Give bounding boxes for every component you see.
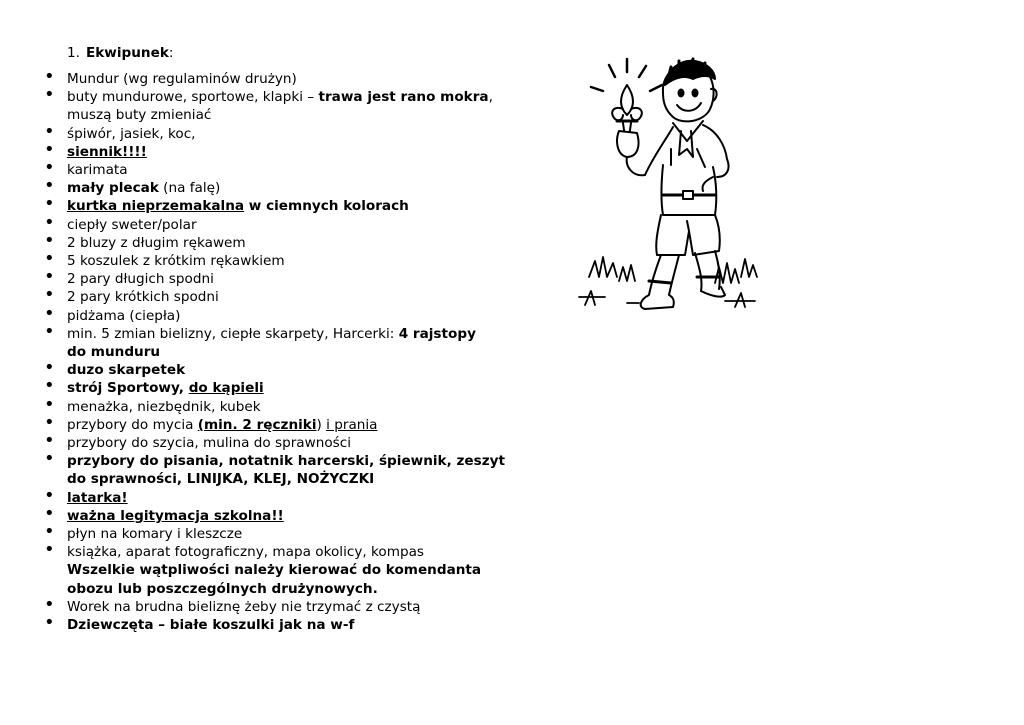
- section-colon: :: [168, 45, 174, 61]
- item-text-bold: mały plecak: [67, 180, 159, 197]
- shorts: [656, 215, 720, 255]
- bullet-icon: •: [44, 157, 55, 179]
- item-text-line2: Wszelkie wątpliwości należy kierować do komendanta: [67, 562, 482, 579]
- bullet-icon: •: [44, 120, 55, 142]
- list-item: [44, 593, 514, 616]
- item-text-bold: w ciemnych kolorach: [244, 198, 409, 215]
- item-text-bold: kurtka nieprzemakalna: [67, 198, 245, 215]
- bullet-icon: •: [44, 430, 55, 452]
- bullet-icon: •: [44, 502, 55, 524]
- item-text-bold: do kąpieli: [188, 380, 264, 397]
- list-item: [44, 375, 514, 397]
- item-text-bold: Dziewczęta – białe koszulki jak na w-f: [67, 617, 355, 634]
- bullet-icon: •: [44, 248, 55, 270]
- list-item: [44, 484, 514, 507]
- bullet-icon: •: [44, 66, 55, 87]
- bullet-icon: •: [44, 284, 55, 306]
- item-text-bold: 4 rajstopy: [398, 325, 476, 342]
- list-item: [44, 502, 514, 525]
- item-text: Mundur (wg regulaminów drużyn): [67, 71, 297, 87]
- list-item: [44, 539, 514, 598]
- item-text: Worek na brudna bieliznę żeby nie trzymać z czystą: [67, 598, 421, 615]
- section-title: Ekwipunek: [85, 45, 169, 61]
- item-text-bold: strój Sportowy,: [67, 380, 189, 397]
- item-text-line2: muszą buty zmieniać: [67, 107, 212, 124]
- list-item: [44, 448, 514, 488]
- list-item: [44, 266, 514, 288]
- item-text-bold: (min. 2 ręczniki: [197, 416, 317, 433]
- item-text: min. 5 zmian bielizny, ciepłe skarpety, Harcerki:: [67, 325, 399, 342]
- equipment-list: [44, 66, 514, 634]
- list-item: [44, 284, 514, 306]
- item-text: karimata: [67, 162, 128, 179]
- list-item: [44, 66, 514, 88]
- bullet-icon: •: [44, 612, 55, 634]
- list-item: [44, 193, 514, 215]
- bullet-icon: •: [44, 229, 55, 251]
- item-text-bold: siennik!!!!: [67, 143, 147, 160]
- section-heading: [67, 44, 173, 62]
- list-item: [44, 411, 514, 434]
- bullet-icon: •: [44, 521, 55, 543]
- item-text: i prania: [326, 416, 378, 433]
- item-text: płyn na komary i kleszcze: [67, 526, 243, 543]
- bullet-icon: •: [44, 320, 55, 342]
- item-text: ,: [488, 89, 493, 106]
- item-text-bold: duzo skarpetek: [67, 362, 186, 379]
- item-text: menażka, niezbędnik, kubek: [67, 398, 261, 415]
- list-item: [44, 430, 514, 452]
- bullet-icon: •: [44, 411, 55, 433]
- head: [663, 59, 717, 121]
- scout-boy-illustration: [575, 45, 760, 320]
- bullet-icon: •: [44, 539, 55, 561]
- item-text: ciepły sweter/polar: [67, 216, 197, 233]
- item-text: pidżama (ciepła): [67, 307, 181, 324]
- bullet-icon: •: [44, 393, 55, 415]
- item-text-line3: obozu lub poszczególnych drużynowych.: [67, 580, 378, 597]
- list-item: [44, 357, 514, 379]
- list-item: [44, 84, 514, 124]
- bullet-icon: •: [44, 84, 55, 106]
- bullet-icon: •: [44, 266, 55, 288]
- item-text-line2: do munduru: [67, 344, 161, 361]
- item-text-bold: trawa jest rano mokra: [318, 89, 489, 106]
- item-text: (na falę): [158, 180, 221, 197]
- item-text-bold: latarka!: [67, 489, 128, 506]
- item-text-bold: przybory do pisania, notatnik harcerski, śpiewnik, zeszyt: [67, 453, 505, 470]
- bullet-icon: •: [44, 302, 55, 324]
- list-item: [44, 320, 514, 361]
- bullet-icon: •: [44, 175, 55, 197]
- item-text: 2 pary długich spodni: [67, 271, 214, 288]
- list-item: [44, 157, 514, 179]
- item-text: śpiwór, jasiek, koc,: [67, 125, 196, 142]
- list-item: [44, 302, 514, 325]
- item-text-bold: ważna legitymacja szkolna!!: [67, 507, 284, 524]
- item-text: przybory do mycia: [67, 416, 198, 433]
- list-item: [44, 175, 514, 197]
- item-text: 5 koszulek z krótkim rękawkiem: [67, 253, 285, 270]
- item-text: 2 pary krótkich spodni: [67, 289, 219, 306]
- item-text: przybory do szycia, mulina do sprawności: [67, 435, 352, 452]
- bullet-icon: •: [44, 484, 55, 506]
- fleur-de-lis-icon: [612, 85, 642, 137]
- list-item: [44, 393, 514, 416]
- torso: [645, 121, 729, 215]
- section-number: 1.: [67, 45, 80, 61]
- item-text: ): [316, 416, 327, 433]
- item-text-line2: do sprawności, LINIJKA, KLEJ, NOŻYCZKI: [67, 471, 375, 488]
- bullet-icon: •: [44, 357, 55, 379]
- list-item: [44, 229, 514, 252]
- list-item: [44, 120, 514, 143]
- bullet-icon: •: [44, 211, 55, 233]
- bullet-icon: •: [44, 375, 55, 397]
- item-text: 2 bluzy z długim rękawem: [67, 234, 246, 251]
- bullet-icon: •: [44, 593, 55, 615]
- list-item: [44, 138, 514, 161]
- bullet-icon: •: [44, 448, 55, 470]
- legs: [641, 251, 725, 309]
- list-item: [44, 612, 514, 634]
- bullet-icon: •: [44, 193, 55, 215]
- list-item: [44, 248, 514, 270]
- list-item: [44, 211, 514, 234]
- item-text: buty mundurowe, sportowe, klapki –: [67, 89, 319, 106]
- list-item: [44, 521, 514, 543]
- bullet-icon: •: [44, 138, 55, 160]
- item-text: książka, aparat fotograficzny, mapa okolicy, kompas: [67, 544, 425, 561]
